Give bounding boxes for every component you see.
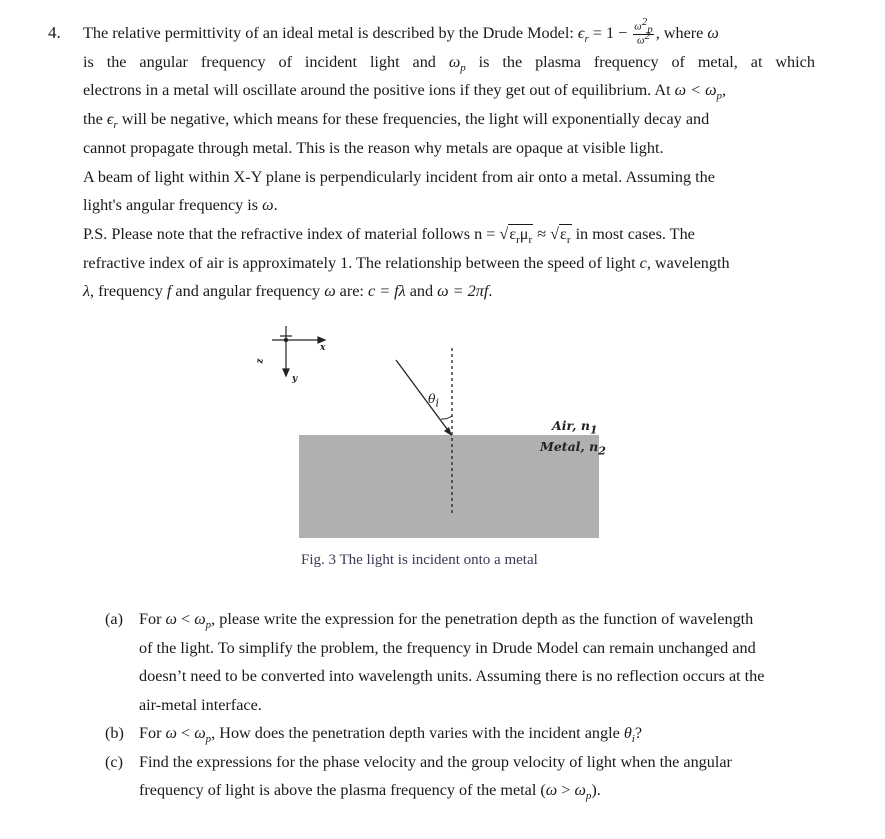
intro-line-4: the $\epsilon_r$ will be negative, which means for these frequencies, the light will exponentially decay and <box>83 110 710 132</box>
question-a-line-1: For $\omega < \omega_p$, please write the expression for the penetration depth as the function of wavelength <box>139 610 754 632</box>
intro-line-5: cannot propagate through metal. This is the reason why metals are opaque at visible light. <box>83 138 664 157</box>
question-c-label: (c) <box>105 752 123 771</box>
incident-ray-arrow <box>444 427 452 436</box>
z-axis-label: z <box>255 358 266 364</box>
y-axis-arrow <box>283 369 289 376</box>
question-a-line-3: doesn’t need to be converted into wavelength units. Assuming there is no reflection occurs at the <box>139 667 765 685</box>
intro-line-10: λ, frequency f and angular frequency ω are: c = fλ and ω = 2πf. <box>83 282 493 301</box>
problem-number: 4. <box>48 23 61 42</box>
question-a-line-4: air-metal interface. <box>139 695 262 714</box>
air-label: Air, $n_1$ <box>552 418 598 437</box>
y-axis-label: y <box>292 374 298 384</box>
intro-line-3: electrons in a metal will oscillate around the positive ions if they get out of equilibrium. At $\omega < \omega_p$, <box>83 81 727 103</box>
question-a-line-2: of the light. To simplify the problem, the frequency in Drude Model can remain unchanged and <box>139 638 756 657</box>
question-c-line-1: Find the expressions for the phase velocity and the group velocity of light when the angular <box>139 752 732 771</box>
question-c-line-2: frequency of light is above the plasma frequency of the metal $(\omega > \omega_p)$. <box>139 781 601 803</box>
figure-3 <box>240 320 640 580</box>
problem-intro <box>83 16 815 306</box>
question-b <box>100 719 828 748</box>
coordinate-axes <box>272 326 325 376</box>
intro-line-7: light's angular frequency is ω. <box>83 196 278 215</box>
intro-line-2: is the angular frequency of incident light and $\omega_p$ is the plasma frequency of metal, at which <box>83 52 815 74</box>
drude-fraction: $\frac{\omega^2_p}{\omega^2}$ <box>634 16 653 47</box>
question-c <box>100 748 828 805</box>
intro-line-6: A beam of light within X-Y plane is perpendicularly incident from air onto a metal. Assuming the <box>83 167 715 186</box>
question-b-line-1: For $\omega < \omega_p$, How does the penetration depth varies with the incident angle $\theta_i$? <box>139 724 643 746</box>
angle-label: $\theta_i$ <box>428 391 440 410</box>
metal-label: Metal, $n_2$ <box>540 439 606 458</box>
question-a-label: (a) <box>105 610 123 628</box>
question-a <box>100 605 828 719</box>
question-b-label: (b) <box>105 724 124 742</box>
intro-line-1: The relative permittivity of an ideal metal is described by the Drude Model: $\epsilon_r = 1$ − $\frac{\omega^2_p}{\omega^2}$ , where ω <box>83 16 719 47</box>
intro-line-9: refractive index of air is approximately 1. The relationship between the speed of light c, wavelength <box>83 253 730 272</box>
z-axis-origin <box>284 338 287 341</box>
question-list <box>100 605 828 805</box>
angle-arc <box>441 416 452 419</box>
figure-caption: Fig. 3 The light is incident onto a metal <box>301 552 538 568</box>
x-axis-label: x <box>320 343 326 353</box>
intro-line-8: P.S. Please note that the refractive index of material follows $n = √\varepsilon_r\mu_r \approx √\varepsilon_r$ in most cases. The <box>83 224 695 247</box>
incident-ray <box>396 360 450 433</box>
